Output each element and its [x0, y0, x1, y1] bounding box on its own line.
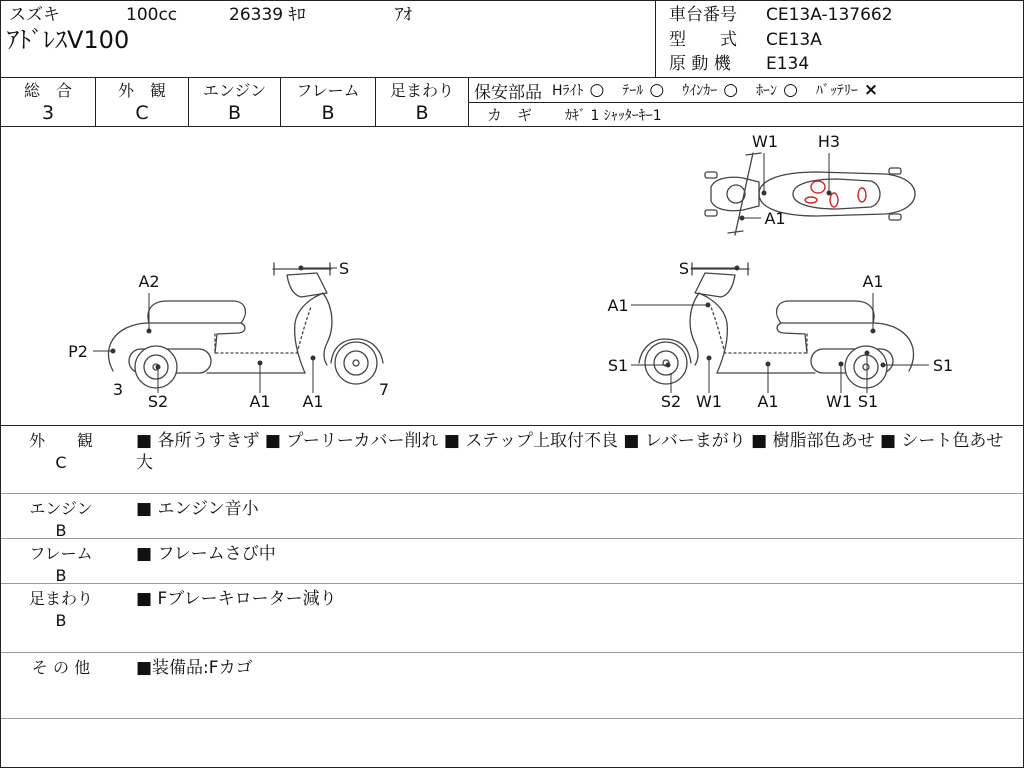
model-type-value: CE13A	[766, 30, 822, 50]
callout-left-p2: P2	[68, 342, 88, 361]
callout-left-a1: A1	[302, 392, 324, 411]
callout-left-3: 3	[112, 380, 124, 399]
safety-item-label: ﾊﾞｯﾃﾘｰ	[815, 83, 858, 99]
callout-leader-lines	[93, 153, 929, 393]
callout-right-w1: W1	[826, 392, 852, 411]
remark-category	[1, 426, 121, 493]
grade-overall	[1, 78, 96, 126]
chassis-number-row	[669, 4, 893, 26]
grade-value: C	[135, 102, 149, 124]
grade-exterior	[96, 78, 189, 126]
safety-item-battery	[816, 80, 878, 100]
callout-top-w1: W1	[752, 132, 778, 151]
remark-row-other	[1, 653, 1023, 719]
remark-notes: ■ エンジン音小	[136, 499, 259, 519]
grade-frame	[281, 78, 376, 126]
callout-top-a1: A1	[764, 209, 786, 228]
chassis-number-value: CE13A-137662	[766, 5, 893, 25]
ok-mark-icon: ○	[649, 79, 665, 100]
grade-value: B	[415, 102, 429, 124]
remark-notes: ■ 各所うすきず ■ プーリーカバー削れ ■ ステップ上取付不良 ■ レバーまがり ■ 樹脂部色あせ ■ シート色あせ大	[136, 431, 1004, 473]
remark-grade: B	[55, 521, 67, 540]
remark-notes: ■装備品:Fカゴ	[136, 658, 253, 678]
remark-row-exterior	[1, 426, 1023, 494]
safety-item-label: ﾎｰﾝ	[756, 83, 778, 99]
remark-label: フレーム	[29, 544, 93, 563]
remark-grade: C	[55, 453, 67, 472]
header-divider	[655, 1, 656, 77]
top-rear-signal-right	[889, 214, 901, 220]
key-label: カ ギ	[487, 106, 533, 124]
key-row	[469, 103, 1023, 126]
remark-label: そ の 他	[31, 658, 91, 677]
remark-label: エンジン	[29, 499, 93, 518]
model-type-row	[669, 29, 822, 51]
damage-mark	[811, 181, 825, 193]
callout-right-a1: A1	[757, 392, 779, 411]
safety-parts-panel	[469, 78, 1023, 126]
remark-notes: ■ Fブレーキローター減り	[136, 589, 337, 609]
grade-engine	[189, 78, 281, 126]
callout-left-s: S	[339, 259, 350, 278]
top-mirror-left	[705, 172, 717, 178]
callout-right-s1: S1	[857, 392, 879, 411]
grade-label: 総 合	[23, 81, 72, 100]
ok-mark-icon: ○	[723, 79, 739, 100]
remark-label: 外 観	[28, 431, 93, 450]
grade-value: B	[321, 102, 335, 124]
ok-mark-icon: ○	[783, 79, 798, 100]
scooter-top-view	[705, 153, 915, 235]
remark-category	[1, 584, 121, 652]
safety-item-winker	[682, 80, 738, 100]
engine-code-value: E134	[766, 54, 810, 74]
top-front-cowl	[711, 177, 759, 210]
remark-category	[1, 494, 121, 538]
remark-grade: B	[55, 566, 67, 585]
safety-parts-label: 保安部品	[474, 82, 542, 103]
damage-mark	[858, 188, 866, 202]
sheet-header	[1, 1, 1023, 78]
remarks-section	[1, 426, 1023, 766]
top-handlebar	[728, 153, 761, 235]
grade-label: 足まわり	[389, 81, 454, 100]
callout-right-s: S	[678, 259, 690, 278]
safety-item-label: ｳｲﾝｶｰ	[682, 83, 718, 99]
safety-item-headlight	[552, 80, 604, 100]
grade-row	[1, 78, 1023, 127]
remark-category	[1, 539, 121, 583]
top-mirror-right	[705, 210, 717, 216]
remark-notes: ■ フレームさび中	[136, 544, 276, 564]
callout-left-a1: A1	[249, 392, 271, 411]
remark-row-frame	[1, 539, 1023, 584]
safety-item-horn	[756, 80, 798, 100]
remark-category	[1, 653, 121, 718]
callout-left-a2: A2	[138, 272, 160, 291]
remark-row-suspension	[1, 584, 1023, 653]
callout-right-a1: A1	[607, 296, 629, 315]
callout-right-s1: S1	[932, 356, 954, 375]
safety-parts-row	[469, 78, 1023, 103]
damage-mark	[805, 197, 817, 203]
callout-right-a1: A1	[862, 272, 884, 291]
damage-diagram	[1, 127, 1023, 426]
vehicle-diagram-svg	[1, 127, 1023, 425]
remark-row-empty	[1, 719, 1023, 766]
callout-left-7: 7	[378, 380, 390, 399]
remark-grade: B	[55, 611, 67, 630]
ng-mark-icon: ×	[863, 79, 879, 100]
key-value: ｶｷﾞ 1 ｼｬｯﾀｰｷｰ1	[565, 107, 662, 124]
callout-top-h3: H3	[817, 132, 841, 151]
safety-item-label: Hﾗｲﾄ	[552, 83, 584, 99]
color: ｱｵ	[395, 5, 412, 25]
grade-value: 3	[41, 102, 55, 124]
callout-right-s2: S2	[660, 392, 682, 411]
grade-label: 外 観	[117, 81, 166, 100]
grade-suspension	[376, 78, 469, 126]
maker: スズキ	[9, 5, 60, 25]
engine-code-row	[669, 53, 809, 75]
engine-code-label: 原 動 機	[669, 54, 731, 74]
chassis-number-label: 車台番号	[669, 5, 737, 25]
model-name: ｱﾄﾞﾚｽV100	[7, 26, 130, 54]
callout-left-s2: S2	[147, 392, 169, 411]
ok-mark-icon: ○	[589, 79, 605, 100]
damage-mark	[830, 193, 838, 207]
top-rear-signal-left	[889, 168, 901, 174]
remark-label: 足まわり	[28, 589, 93, 608]
mileage: 26339 ｷﾛ	[229, 5, 306, 25]
grade-label: エンジン	[202, 81, 267, 100]
safety-item-taillight	[622, 80, 664, 100]
model-type-label: 型 式	[669, 30, 737, 50]
callout-right-s1: S1	[607, 356, 629, 375]
safety-item-label: ﾃｰﾙ	[622, 83, 644, 99]
callout-right-w1: W1	[696, 392, 722, 411]
grade-value: B	[227, 102, 242, 124]
grade-label: フレーム	[296, 81, 360, 100]
remark-row-engine	[1, 494, 1023, 539]
displacement: 100cc	[126, 5, 178, 25]
